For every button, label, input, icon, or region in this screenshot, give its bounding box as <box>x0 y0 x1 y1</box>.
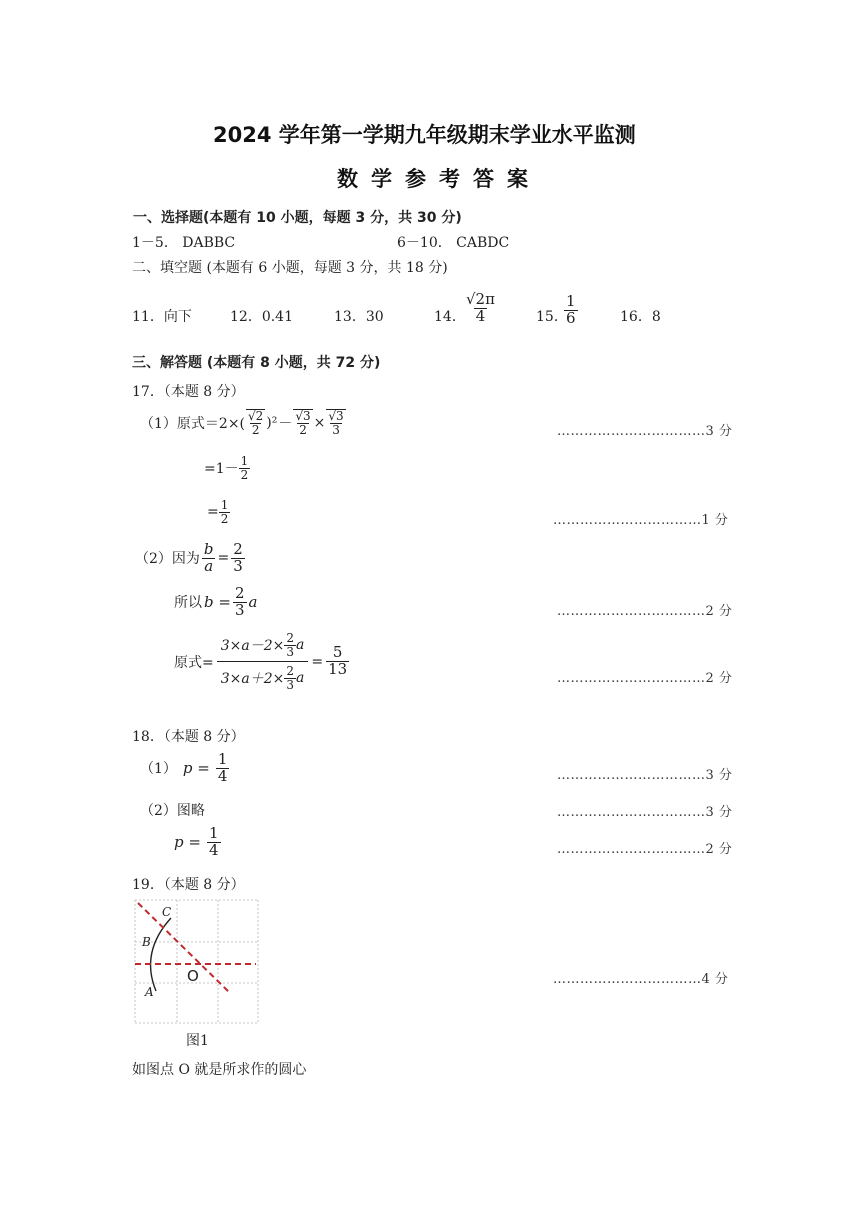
fill-q15-denominator: 6 <box>566 308 576 327</box>
q17-den-expr: 3×a＋2× <box>220 671 285 688</box>
q17-line2-num: 1 <box>240 454 249 468</box>
q17-square: )² <box>266 414 278 431</box>
q17-eq: = <box>217 550 230 567</box>
q18-p1-label: （1） <box>140 761 177 778</box>
q17-score-4: ……………………………2 分 <box>557 671 733 686</box>
q18-part1 <box>140 752 229 785</box>
fill-q14-denominator: 4 <box>475 306 486 325</box>
q17-orig-label: 原式= <box>174 654 214 671</box>
q19-arc <box>151 918 171 991</box>
choice-answers-1-5: 1－5． DABBC <box>132 235 236 251</box>
q17-num-three: 3 <box>286 644 294 659</box>
section-choice-text: 一、选择题(本题有 10 小题，每题 3 分，共 30 分) <box>133 210 462 226</box>
q17-den-two: 2 <box>286 664 294 679</box>
q17-two: 2 <box>251 422 260 437</box>
q18-part2: （2）图略 <box>140 803 205 819</box>
q17-sqrt3a: √3 <box>295 409 311 423</box>
q19-label-b: B <box>142 935 151 949</box>
q17-result-eq: = <box>311 653 324 670</box>
q17-so-num: 2 <box>234 584 245 602</box>
q17-part1-line1 <box>140 409 346 436</box>
q17-sqrt3b: √3 <box>328 409 344 423</box>
fill-q14-label: 14． <box>434 309 466 325</box>
q19-header: 19．（本题 8 分） <box>132 877 245 893</box>
fill-q15-numerator: 1 <box>566 292 576 310</box>
fill-q13: 13．30 <box>334 309 384 325</box>
q19-figure <box>130 897 262 1027</box>
q17-line2-pre: =1－ <box>204 461 239 478</box>
page-title: 2024 学年第一学期九年级期末学业水平监测 <box>213 123 636 147</box>
q17-so-b: b = <box>204 593 231 612</box>
q17-line2-den: 2 <box>240 467 249 482</box>
q18-p1-num: 1 <box>217 750 228 768</box>
q18-score-3: ……………………………2 分 <box>557 842 733 857</box>
fill-q11: 11．向下 <box>132 309 192 325</box>
q17-so-label: 所以 <box>174 595 202 612</box>
q18-header: 18．（本题 8 分） <box>132 729 245 745</box>
q18-part2-result <box>174 826 221 859</box>
q17-times: × <box>313 414 326 431</box>
q17-part2-result <box>174 632 349 691</box>
q17-num-expr: 3×a－2× <box>220 638 285 655</box>
q17-score-3: ……………………………2 分 <box>557 604 733 619</box>
q17-big-numerator <box>217 632 309 661</box>
section-fill-heading: 二、填空题 (本题有 6 小题，每题 3 分，共 18 分) <box>132 260 448 276</box>
q19-figure-caption: 图1 <box>186 1033 209 1049</box>
q17-num-a: a <box>296 637 305 654</box>
q19-score-1: ……………………………4 分 <box>553 972 729 987</box>
q17-result-den: 13 <box>328 660 348 679</box>
q17-result-num: 5 <box>332 643 343 662</box>
q18-p2-p: p = <box>174 833 201 852</box>
q17-part1-line3 <box>207 499 230 525</box>
q17-two-b: 2 <box>299 422 307 437</box>
q17-sqrt2: √2 <box>248 409 264 423</box>
q17-part2-so <box>174 586 257 619</box>
q17-part2-given <box>135 542 245 575</box>
q17-line3-den: 2 <box>220 511 229 526</box>
q17-part1-line2 <box>204 455 250 481</box>
q17-score-2: ……………………………1 分 <box>553 513 729 528</box>
q17-so-a: a <box>248 593 258 612</box>
q17-big-fraction <box>217 632 309 691</box>
q19-label-c: C <box>162 905 172 919</box>
q17-line3-pre: = <box>207 504 219 521</box>
q17-num-two: 2 <box>286 631 294 645</box>
choice-answers-6-10: 6－10． CABDC <box>397 235 510 251</box>
q17-den-three: 3 <box>286 677 294 692</box>
section-choice-heading <box>133 207 462 227</box>
q17-minus: － <box>278 415 293 432</box>
q17-p2-label: （2）因为 <box>135 551 200 568</box>
fill-q15-label: 15． <box>536 309 568 325</box>
q17-given-den: 3 <box>233 556 243 575</box>
q18-score-2: ……………………………3 分 <box>557 805 733 820</box>
q18-p2-den: 4 <box>208 840 219 859</box>
fill-q14-numerator: √2π <box>466 290 495 308</box>
page-subtitle: 数学参考答案 <box>337 167 541 191</box>
q17-header: 17．（本题 8 分） <box>132 384 245 400</box>
q19-label-o: O <box>187 967 199 985</box>
q17-den-a: a <box>296 670 305 687</box>
q17-a-var: a <box>204 556 214 575</box>
q19-label-a: A <box>145 985 154 999</box>
fill-q15-answer <box>564 294 578 327</box>
q17-big-denominator <box>217 661 309 691</box>
section-solve-heading: 三、解答题 (本题有 8 小题，共 72 分) <box>132 355 381 371</box>
q17-line3-num: 1 <box>220 498 229 512</box>
q17-b-var: b <box>203 540 214 558</box>
q18-p2-num: 1 <box>208 824 219 842</box>
q18-p1-p: p = <box>182 759 210 778</box>
q17-so-den: 3 <box>234 600 245 619</box>
fill-q12: 12．0.41 <box>230 309 293 325</box>
q18-score-1: ……………………………3 分 <box>557 768 733 783</box>
q17-three: 3 <box>332 422 340 437</box>
q17-given-num: 2 <box>233 540 243 558</box>
fill-q14-answer <box>464 292 497 325</box>
q19-conclusion: 如图点 O 就是所求作的圆心 <box>132 1062 307 1078</box>
q18-p1-den: 4 <box>217 766 228 785</box>
fill-q16: 16．8 <box>620 309 661 325</box>
q17-p1-label: （1）原式＝2×( <box>140 415 246 432</box>
q17-score-1: ……………………………3 分 <box>557 424 733 439</box>
